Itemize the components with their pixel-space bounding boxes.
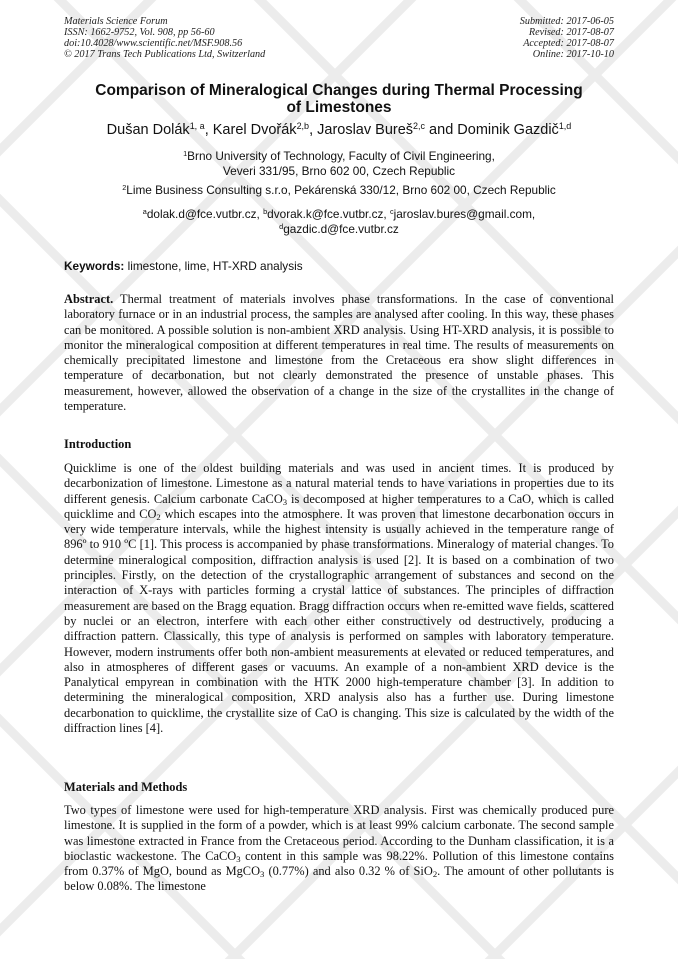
author-separator: , <box>309 122 318 138</box>
affiliation-1-line-1: Brno University of Technology, Faculty of Civil Engineering, <box>187 149 495 163</box>
affiliation-1 <box>64 149 614 179</box>
affiliation-2-marker: 2 <box>122 182 127 192</box>
author-4: Dominik Gazdič <box>457 122 559 138</box>
submitted-date: Submitted: 2017-06-05 <box>519 16 614 27</box>
paper-title <box>64 82 614 116</box>
keywords-label: Keywords: <box>64 259 125 273</box>
intro-text-3: which escapes into the atmosphere. It was proven that limestone decarbonation occurs in very wide temperature intervals, while the highest intensity is usually achieved in the temperature range of 896º to 910 ºC [1]. This process is accompanied by phase transformations. Mineralogy of material changes. To determine mineralogical composition, diffraction analysis is used [2]. It is based on a combination of two principles. Firstly, on the detection of the crystallographic arrangement of substances and second on the interaction of X-rays with particles forming a crystal lattice of substances. The principles of diffraction measurement are based on the Bragg equation. Bragg diffraction occurs when re-emitted wave fields, scattered by nuclei or an electron, interfere with each other either constructively od destructively, producing a diffraction pattern. Classically, this type of analysis is performed on samples with laboratory temperature. However, modern instruments offer both non-ambient measurements at elevated or reduced temperatures, and also in atmospheres of different gases or vacuums. An example of a non-ambient XRD device is the Panalytical empyrean in combination with the HTK 2000 high-temperature chamber [3]. In addition to determining the mineralogical composition, XRD analysis also has a further use. During limestone decarbonation to quicklime, the crystallite size of CaO is changing. This size is calculated by the width of the diffraction lines [4]. <box>64 506 614 736</box>
email-a-marker: a <box>142 206 147 216</box>
email-c-marker: c <box>389 206 394 216</box>
author-4-affiliation: 1,d <box>558 121 572 132</box>
keywords-text: limestone, lime, HT-XRD analysis <box>124 259 303 273</box>
journal-info <box>64 16 265 60</box>
abstract-text: Thermal treatment of materials involves phase transformations. In the case of conventional laboratory furnace or in an industrial process, the samples are analysed after cooling. In this way, these phases can be monitored. A possible solution is non-ambient XRD analysis. Using HT-XRD analysis, it is possible to monitor the mineralogical composition at different temperatures in real time. The results of measurements on chemically precipitated limestone and limestone from the Cretaceous era show slight differences in temperature of decarbonation, but not clearly demonstrated the presence of unstable phases. This measurement, however, allowed the observation of a change in the size of the crystallites in the change of temperature. <box>64 292 614 414</box>
journal-name: Materials Science Forum <box>64 16 168 27</box>
subscript: 3 <box>236 854 241 865</box>
author-emails <box>64 207 614 237</box>
methods-text-2: content in this sample was 98.22%. Pollution of this limestone contains from 0.37% of MgO, bound as MgCO <box>64 848 615 879</box>
intro-text-1: Quicklime is one of the oldest building materials and was used in ancient times. It is produced by decarbonization of limestone. Limestone as a natural material tends to have variations in properties due to its different genesis. Calcium carbonate CaCO <box>64 461 614 506</box>
subscript: 2 <box>156 512 161 523</box>
revised-date: Revised: 2017-08-07 <box>528 27 614 38</box>
affiliation-2 <box>64 183 614 198</box>
subscript: 3 <box>282 496 288 507</box>
author-separator: and <box>425 122 458 138</box>
affiliation-2-line-1: Lime Business Consulting s.r.o, Pekárenská 330/12, Brno 602 00, Czech Republic <box>126 183 556 197</box>
submission-dates <box>520 16 614 60</box>
email-a: dolak.d@fce.vutbr.cz, <box>146 207 264 221</box>
author-2: Karel Dvořák <box>212 122 297 138</box>
author-1-affiliation: 1, a <box>189 121 205 132</box>
email-b-marker: b <box>263 206 268 216</box>
subscript: 3 <box>260 869 265 880</box>
title-line-1: Comparison of Mineralogical Changes during Thermal Processing <box>95 82 583 99</box>
affiliation-1-marker: 1 <box>183 148 188 158</box>
title-line-2: of Limestones <box>286 99 392 116</box>
intro-text-2: is decomposed at higher temperatures to a CaO, which is called quicklime and CO <box>64 491 614 521</box>
author-list <box>64 121 614 139</box>
keywords <box>64 259 303 273</box>
abstract <box>64 292 614 414</box>
email-c: jaroslav.bures@gmail.com, <box>393 207 536 221</box>
methods-paragraph <box>64 803 614 895</box>
author-separator: , <box>204 122 213 138</box>
introduction-paragraph <box>64 461 614 736</box>
affiliation-1-line-2: Veveri 331/95, Brno 602 00, Czech Republic <box>222 164 456 178</box>
author-3-affiliation: 2,c <box>413 121 426 132</box>
journal-copyright: © 2017 Trans Tech Publications Ltd, Switzerland <box>64 49 266 60</box>
abstract-label: Abstract. <box>64 292 114 306</box>
email-b: dvorak.k@fce.vutbr.cz, <box>267 207 390 221</box>
methods-text-3: (0.77%) and also 0.32 % of SiO <box>264 864 433 879</box>
journal-issn: ISSN: 1662-9752, Vol. 908, pp 56-60 <box>64 27 215 38</box>
journal-doi: doi:10.4028/www.scientific.net/MSF.908.56 <box>64 38 243 49</box>
online-date: Online: 2017-10-10 <box>532 49 614 60</box>
email-d-marker: d <box>279 221 284 231</box>
author-2-affiliation: 2,b <box>296 121 310 132</box>
email-d: gazdic.d@fce.vutbr.cz <box>283 222 399 236</box>
methods-text-1: Two types of limestone were used for high-temperature XRD analysis. First was chemically produced pure limestone. It is supplied in the form of a powder, which is at least 99% calcium carbonate. The second sample was limestone extracted in France from the Cretaceous period. According to the Dunham classification, it is a bioclastic wackestone. The CaCO <box>64 803 614 863</box>
author-3: Jaroslav Bureš <box>317 122 414 138</box>
methods-heading: Materials and Methods <box>64 780 188 794</box>
author-1: Dušan Dolák <box>106 122 190 138</box>
introduction-heading: Introduction <box>64 437 132 451</box>
accepted-date: Accepted: 2017-08-07 <box>523 38 614 49</box>
subscript: 2 <box>432 869 438 880</box>
methods-text-4: . The amount of other pollutants is below 0.08%. The limestone <box>64 864 614 894</box>
